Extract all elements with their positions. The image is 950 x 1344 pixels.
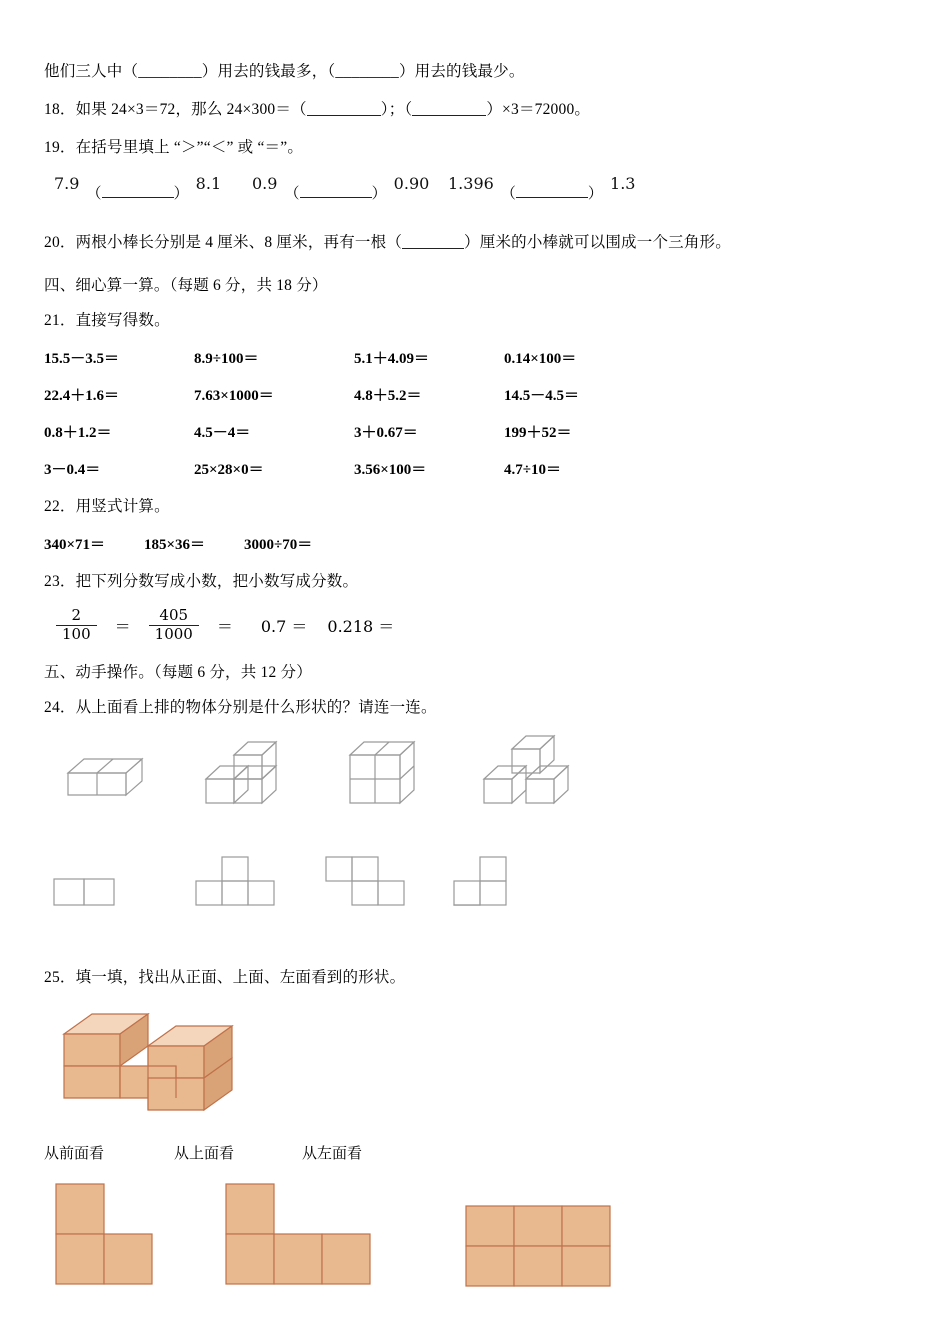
q23-text: 把下列分数写成小数，把小数写成分数。 [75,572,359,590]
question-25 [44,966,906,991]
calc-row [44,347,906,368]
compare-pair-2 [252,173,430,203]
compare-left-3: 1.396 [448,174,494,194]
flat-shape-2 [194,855,294,935]
compare-right-2: 0.90 [393,174,430,194]
equals-sign-2: ＝ [216,616,233,636]
calc-item: 14.5－4.5＝ [504,387,580,404]
q18-blank-2[interactable] [412,99,486,116]
calc-item: 25×28×0＝ [194,461,264,478]
q24-number: 24． [44,698,76,716]
q23-fraction-row [52,607,906,643]
decimal-item-2: 0.218 ＝ [327,616,395,636]
calc-item: 3.56×100＝ [354,461,427,478]
cube-figure-4 [474,733,594,818]
question-19 [44,136,906,161]
compare-pair-3 [448,173,636,203]
q18-number: 18． [44,100,76,118]
q22-text: 用竖式计算。 [75,497,170,515]
question-18 [44,98,906,123]
question-23 [44,570,906,595]
calc-row [44,458,906,479]
calc-item: 199＋52＝ [504,424,572,441]
isometric-blocks [48,1004,278,1129]
q21-number: 21． [44,311,76,329]
fraction-2 [149,607,199,643]
q22-number: 22． [44,497,76,515]
calc-item: 3－0.4＝ [44,461,101,478]
flat-shape-3 [324,855,424,935]
q20-number: 20． [44,234,76,252]
calc-item: 0.14×100＝ [504,350,577,367]
q18-text-b: ）；（ [380,100,413,118]
fraction-numerator: 2 [56,607,97,625]
front-view-shape [54,1182,184,1302]
calc-item: 22.4＋1.6＝ [44,387,120,404]
compare-left-1: 7.9 [54,174,80,194]
section-4-heading: 四、细心算一算。（每题 6 分，共 18 分） [44,277,328,295]
q20-text-b: ）厘米的小棒就可以围成一个三角形。 [464,234,731,252]
q20-blank[interactable] [402,233,464,250]
vertical-calc-item: 3000÷70＝ [244,536,313,553]
question-20 [44,231,906,256]
q19-compare-row [44,173,906,217]
q18-text-a: 如果 24×3＝72，那么 24×300＝（ [75,100,307,118]
calc-item: 8.9÷100＝ [194,350,259,367]
cube-figure-1 [54,733,164,813]
q25-solid-figure [44,1004,906,1134]
q24-shapes-area [44,733,906,948]
q25-text: 填一填，找出从正面、上面、左面看到的形状。 [75,969,406,987]
compare-left-2: 0.9 [252,174,278,194]
calc-item: 3＋0.67＝ [354,424,418,441]
calc-item: 0.8＋1.2＝ [44,424,112,441]
flat-shape-1 [50,865,150,935]
cube-figure-2 [194,733,304,818]
compare-right-1: 8.1 [195,174,222,194]
compare-blank-1[interactable]: （ ） [86,184,189,203]
q24-text: 从上面看上排的物体分别是什么形状的？请连一连。 [75,698,437,716]
q20-text-a: 两根小棒长分别是 4 厘米、8 厘米，再有一根（ [75,234,403,252]
page-content [44,60,906,1306]
calc-item: 4.7÷10＝ [504,461,561,478]
flat-shape-4 [452,855,552,935]
compare-right-3: 1.3 [610,174,636,194]
calc-item: 15.5－3.5＝ [44,350,120,367]
compare-blank-2[interactable]: （ ） [284,184,387,203]
view-label-front: 从前面看 [44,1146,105,1163]
fraction-denominator: 100 [62,624,91,643]
carryover-line: 他们三人中（________）用去的钱最多，（________）用去的钱最少。 [44,63,525,80]
q19-number: 19． [44,138,76,156]
calc-row [44,421,906,442]
fraction-denominator: 1000 [154,624,193,643]
q22-items [44,533,906,554]
calc-item: 5.1＋4.09＝ [354,350,430,367]
top-view-shape [224,1182,384,1302]
fraction-numerator: 405 [149,607,199,625]
calc-item: 4.5－4＝ [194,424,251,441]
q21-text: 直接写得数。 [75,311,170,329]
q23-number: 23． [44,572,76,590]
q21-calc-grid [44,347,906,479]
left-view-shape [464,1182,644,1302]
calc-item: 4.8＋5.2＝ [354,387,422,404]
compare-pair-1 [54,173,222,203]
q19-text: 在括号里填上 “＞”“＜” 或 “＝”。 [75,138,304,156]
q18-blank-1[interactable] [307,99,381,116]
view-label-top: 从上面看 [174,1146,235,1163]
question-22 [44,495,906,520]
cube-figure-3 [334,733,444,818]
q25-view-labels [44,1142,906,1168]
compare-blank-3[interactable]: （ ） [500,184,603,203]
q25-number: 25． [44,969,76,987]
calc-item: 7.63×1000＝ [194,387,274,404]
question-24 [44,696,906,721]
equals-sign-1: ＝ [114,616,131,636]
fraction-1 [56,607,97,643]
question-21 [44,309,906,334]
vertical-calc-item: 185×36＝ [144,536,206,553]
vertical-calc-item: 340×71＝ [44,536,106,553]
decimal-item-1: 0.7 ＝ [260,616,308,636]
q25-view-shapes [44,1176,906,1306]
section-5-heading: 五、动手操作。（每题 6 分，共 12 分） [44,663,312,681]
calc-row [44,384,906,405]
view-label-left: 从左面看 [302,1146,363,1163]
q18-text-c: ）×3＝72000。 [486,100,591,118]
